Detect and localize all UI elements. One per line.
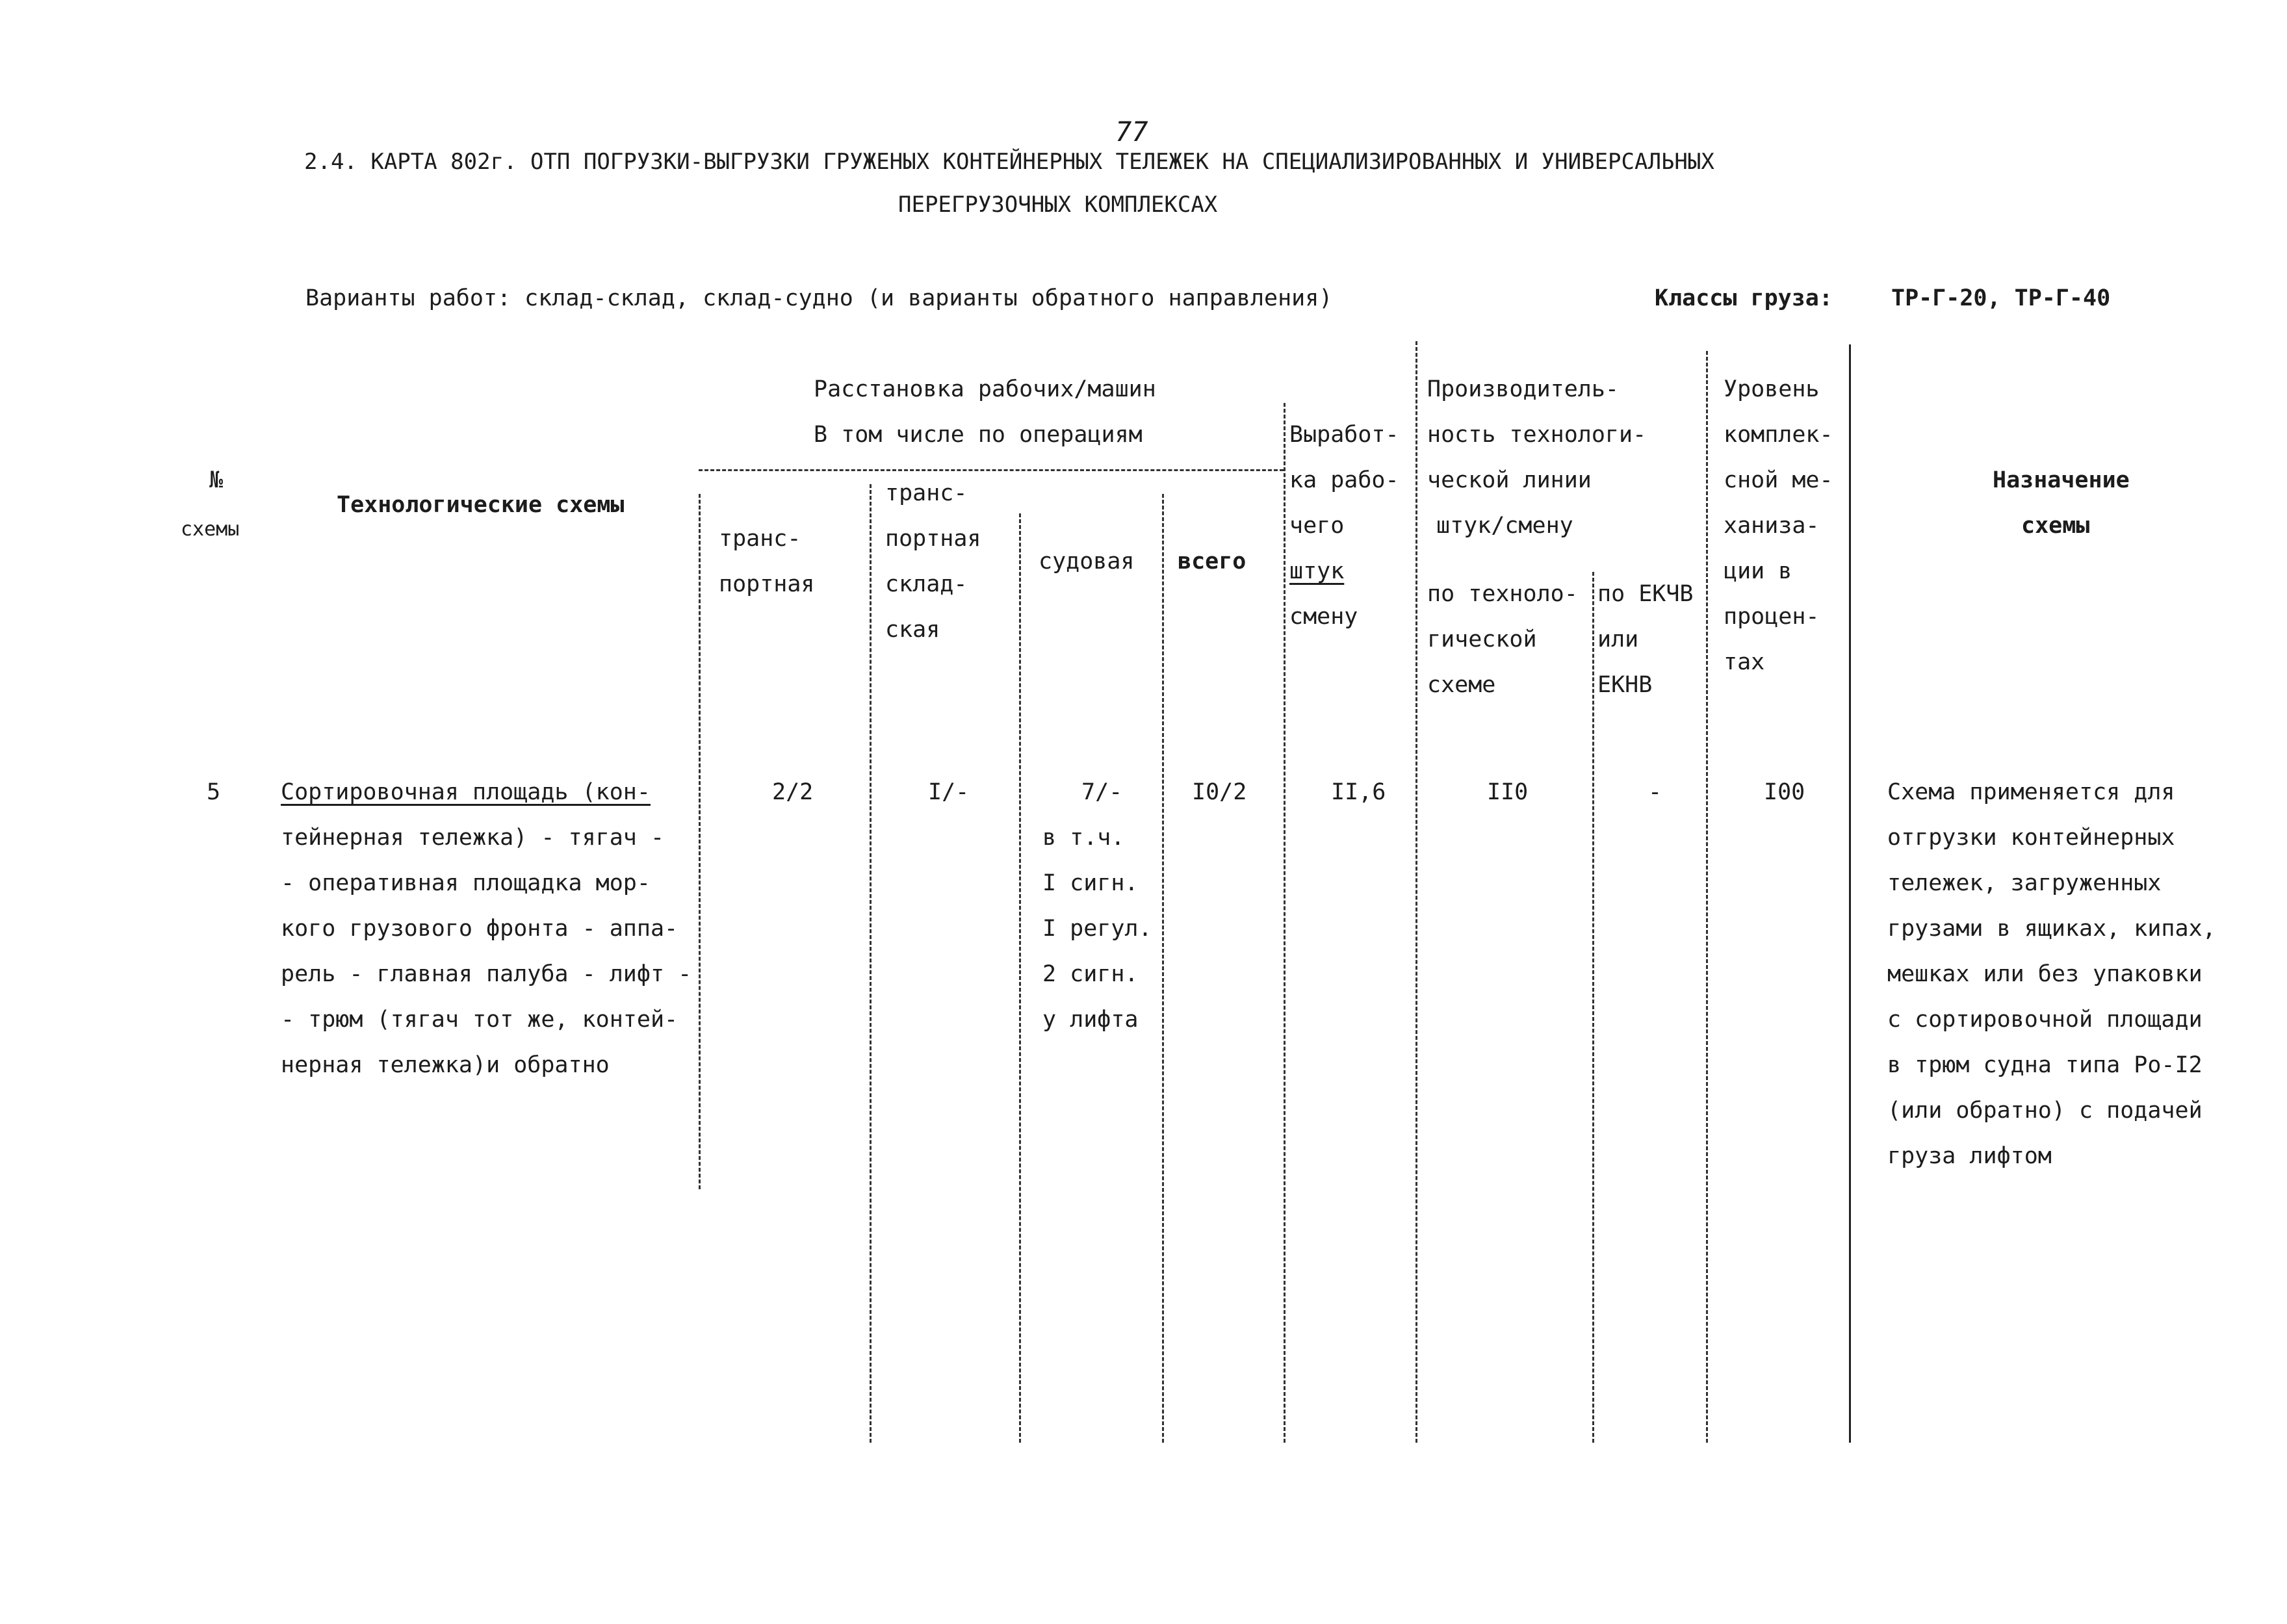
row-scheme-2: тейнерная тележка) - тягач -: [281, 825, 665, 851]
header-purpose-1: Назначение: [1993, 467, 2130, 493]
row-purpose-8: (или обратно) с подачей: [1887, 1098, 2203, 1124]
cargo-classes-value: ТР-Г-20, ТР-Г-40: [1891, 285, 2111, 311]
row-purpose-5: мешках или без упаковки: [1887, 961, 2203, 987]
header-output-4: штук: [1289, 558, 1345, 584]
row-ship-6: у лифта: [1042, 1007, 1139, 1033]
header-by-scheme-1: по техноло-: [1427, 581, 1578, 607]
header-ship: судовая: [1039, 548, 1135, 574]
row-purpose-9: груза лифтом: [1887, 1143, 2052, 1169]
row-num: 5: [207, 779, 221, 805]
header-mech-5: ции в: [1724, 558, 1792, 584]
row-scheme-4: кого грузового фронта - аппа-: [281, 916, 678, 942]
row-purpose-6: с сортировочной площади: [1887, 1007, 2203, 1033]
row-ship-5: 2 сигн.: [1042, 961, 1139, 987]
col-divider-4: [1162, 494, 1164, 1443]
header-placement: Расстановка рабочих/машин: [814, 376, 1156, 402]
col-divider-1: [699, 494, 701, 1189]
card-title-line1: 2.4. КАРТА 802г. ОТП ПОГРУЗКИ-ВЫГРУЗКИ ГРУЖЕНЫХ КОНТЕЙНЕРНЫХ ТЕЛЕЖЕК НА СПЕЦИАЛИЗИРОВАННЫХ И УНИВЕРСАЛЬНЫХ: [304, 149, 1714, 175]
col-divider-2: [870, 484, 872, 1443]
col-divider-6: [1415, 341, 1417, 1443]
row-purpose-2: отгрузки контейнерных: [1887, 825, 2175, 851]
page-number: 77: [1115, 116, 1148, 148]
header-tw-2: портная: [885, 526, 981, 552]
header-tw-4: ская: [885, 617, 940, 643]
header-divider-placement: [699, 469, 1284, 471]
header-mech-3: сной ме-: [1724, 467, 1833, 493]
row-mechanization: I00: [1764, 779, 1805, 805]
header-placement-ops: В том числе по операциям: [814, 422, 1143, 448]
header-productivity-2: ность технологи-: [1427, 422, 1647, 448]
header-num-label: схемы: [181, 518, 240, 541]
header-mech-2: комплек-: [1724, 422, 1833, 448]
header-productivity-4: штук/смену: [1436, 513, 1573, 539]
header-by-ekchv-1: по ЕКЧВ: [1597, 581, 1694, 607]
header-by-scheme-3: схеме: [1427, 672, 1496, 698]
row-scheme-7: нерная тележка)и обратно: [281, 1052, 610, 1078]
card-title-line2: ПЕРЕГРУЗОЧНЫХ КОМПЛЕКСАХ: [898, 192, 1218, 218]
row-ship-3: I сигн.: [1042, 870, 1139, 896]
work-variants: Варианты работ: склад-склад, склад-судно (и варианты обратного направления): [305, 285, 1333, 311]
header-tw-1: транс-: [885, 480, 968, 506]
row-scheme-5: рель - главная палуба - лифт -: [281, 961, 692, 987]
header-mech-1: Уровень: [1724, 376, 1820, 402]
row-transport-warehouse: I/-: [928, 779, 970, 805]
col-divider-8: [1706, 351, 1708, 1443]
row-by-scheme: II0: [1487, 779, 1529, 805]
header-mech-6: процен-: [1724, 604, 1820, 630]
header-purpose-2: схемы: [2021, 513, 2090, 539]
header-schemes: Технологические схемы: [337, 492, 625, 518]
header-output-2: ка рабо-: [1289, 467, 1399, 493]
row-ship-1: 7/-: [1081, 779, 1123, 805]
row-purpose-4: грузами в ящиках, кипах,: [1887, 916, 2216, 942]
row-scheme-1a: Сортировочная площадь (кон-: [281, 779, 651, 805]
col-divider-7: [1592, 572, 1594, 1443]
row-total: I0/2: [1192, 779, 1247, 805]
row-scheme-6: - трюм (тягач тот же, контей-: [281, 1007, 678, 1033]
header-output-5: смену: [1289, 604, 1358, 630]
col-divider-3: [1019, 513, 1021, 1443]
row-purpose-7: в трюм судна типа Ро-I2: [1887, 1052, 2203, 1078]
header-transport-2: портная: [719, 571, 815, 597]
row-transport: 2/2: [772, 779, 814, 805]
row-ship-2: в т.ч.: [1042, 825, 1125, 851]
header-output-1: Выработ-: [1289, 422, 1399, 448]
header-productivity-1: Производитель-: [1427, 376, 1620, 402]
header-mech-4: ханиза-: [1724, 513, 1820, 539]
header-productivity-3: ческой линии: [1427, 467, 1592, 493]
row-purpose-3: тележек, загруженных: [1887, 870, 2162, 896]
col-divider-9: [1849, 344, 1851, 1443]
cargo-classes-label: Классы груза:: [1655, 285, 1833, 311]
header-by-ekchv-3: ЕКНВ: [1597, 672, 1653, 698]
row-scheme-3: - оперативная площадка мор-: [281, 870, 651, 896]
header-transport-1: транс-: [719, 526, 801, 552]
row-output: II,6: [1331, 779, 1386, 805]
header-mech-7: тах: [1724, 649, 1765, 675]
header-by-ekchv-2: или: [1597, 626, 1639, 652]
header-tw-3: склад-: [885, 571, 968, 597]
row-purpose-1: Схема применяется для: [1887, 779, 2175, 805]
col-divider-5: [1284, 403, 1286, 1443]
header-num-sign: №: [209, 467, 224, 493]
row-ship-4: I регул.: [1042, 916, 1152, 942]
header-total: всего: [1178, 548, 1247, 574]
row-by-ekchv: -: [1648, 779, 1662, 805]
header-by-scheme-2: гической: [1427, 626, 1537, 652]
header-output-3: чего: [1289, 513, 1345, 539]
